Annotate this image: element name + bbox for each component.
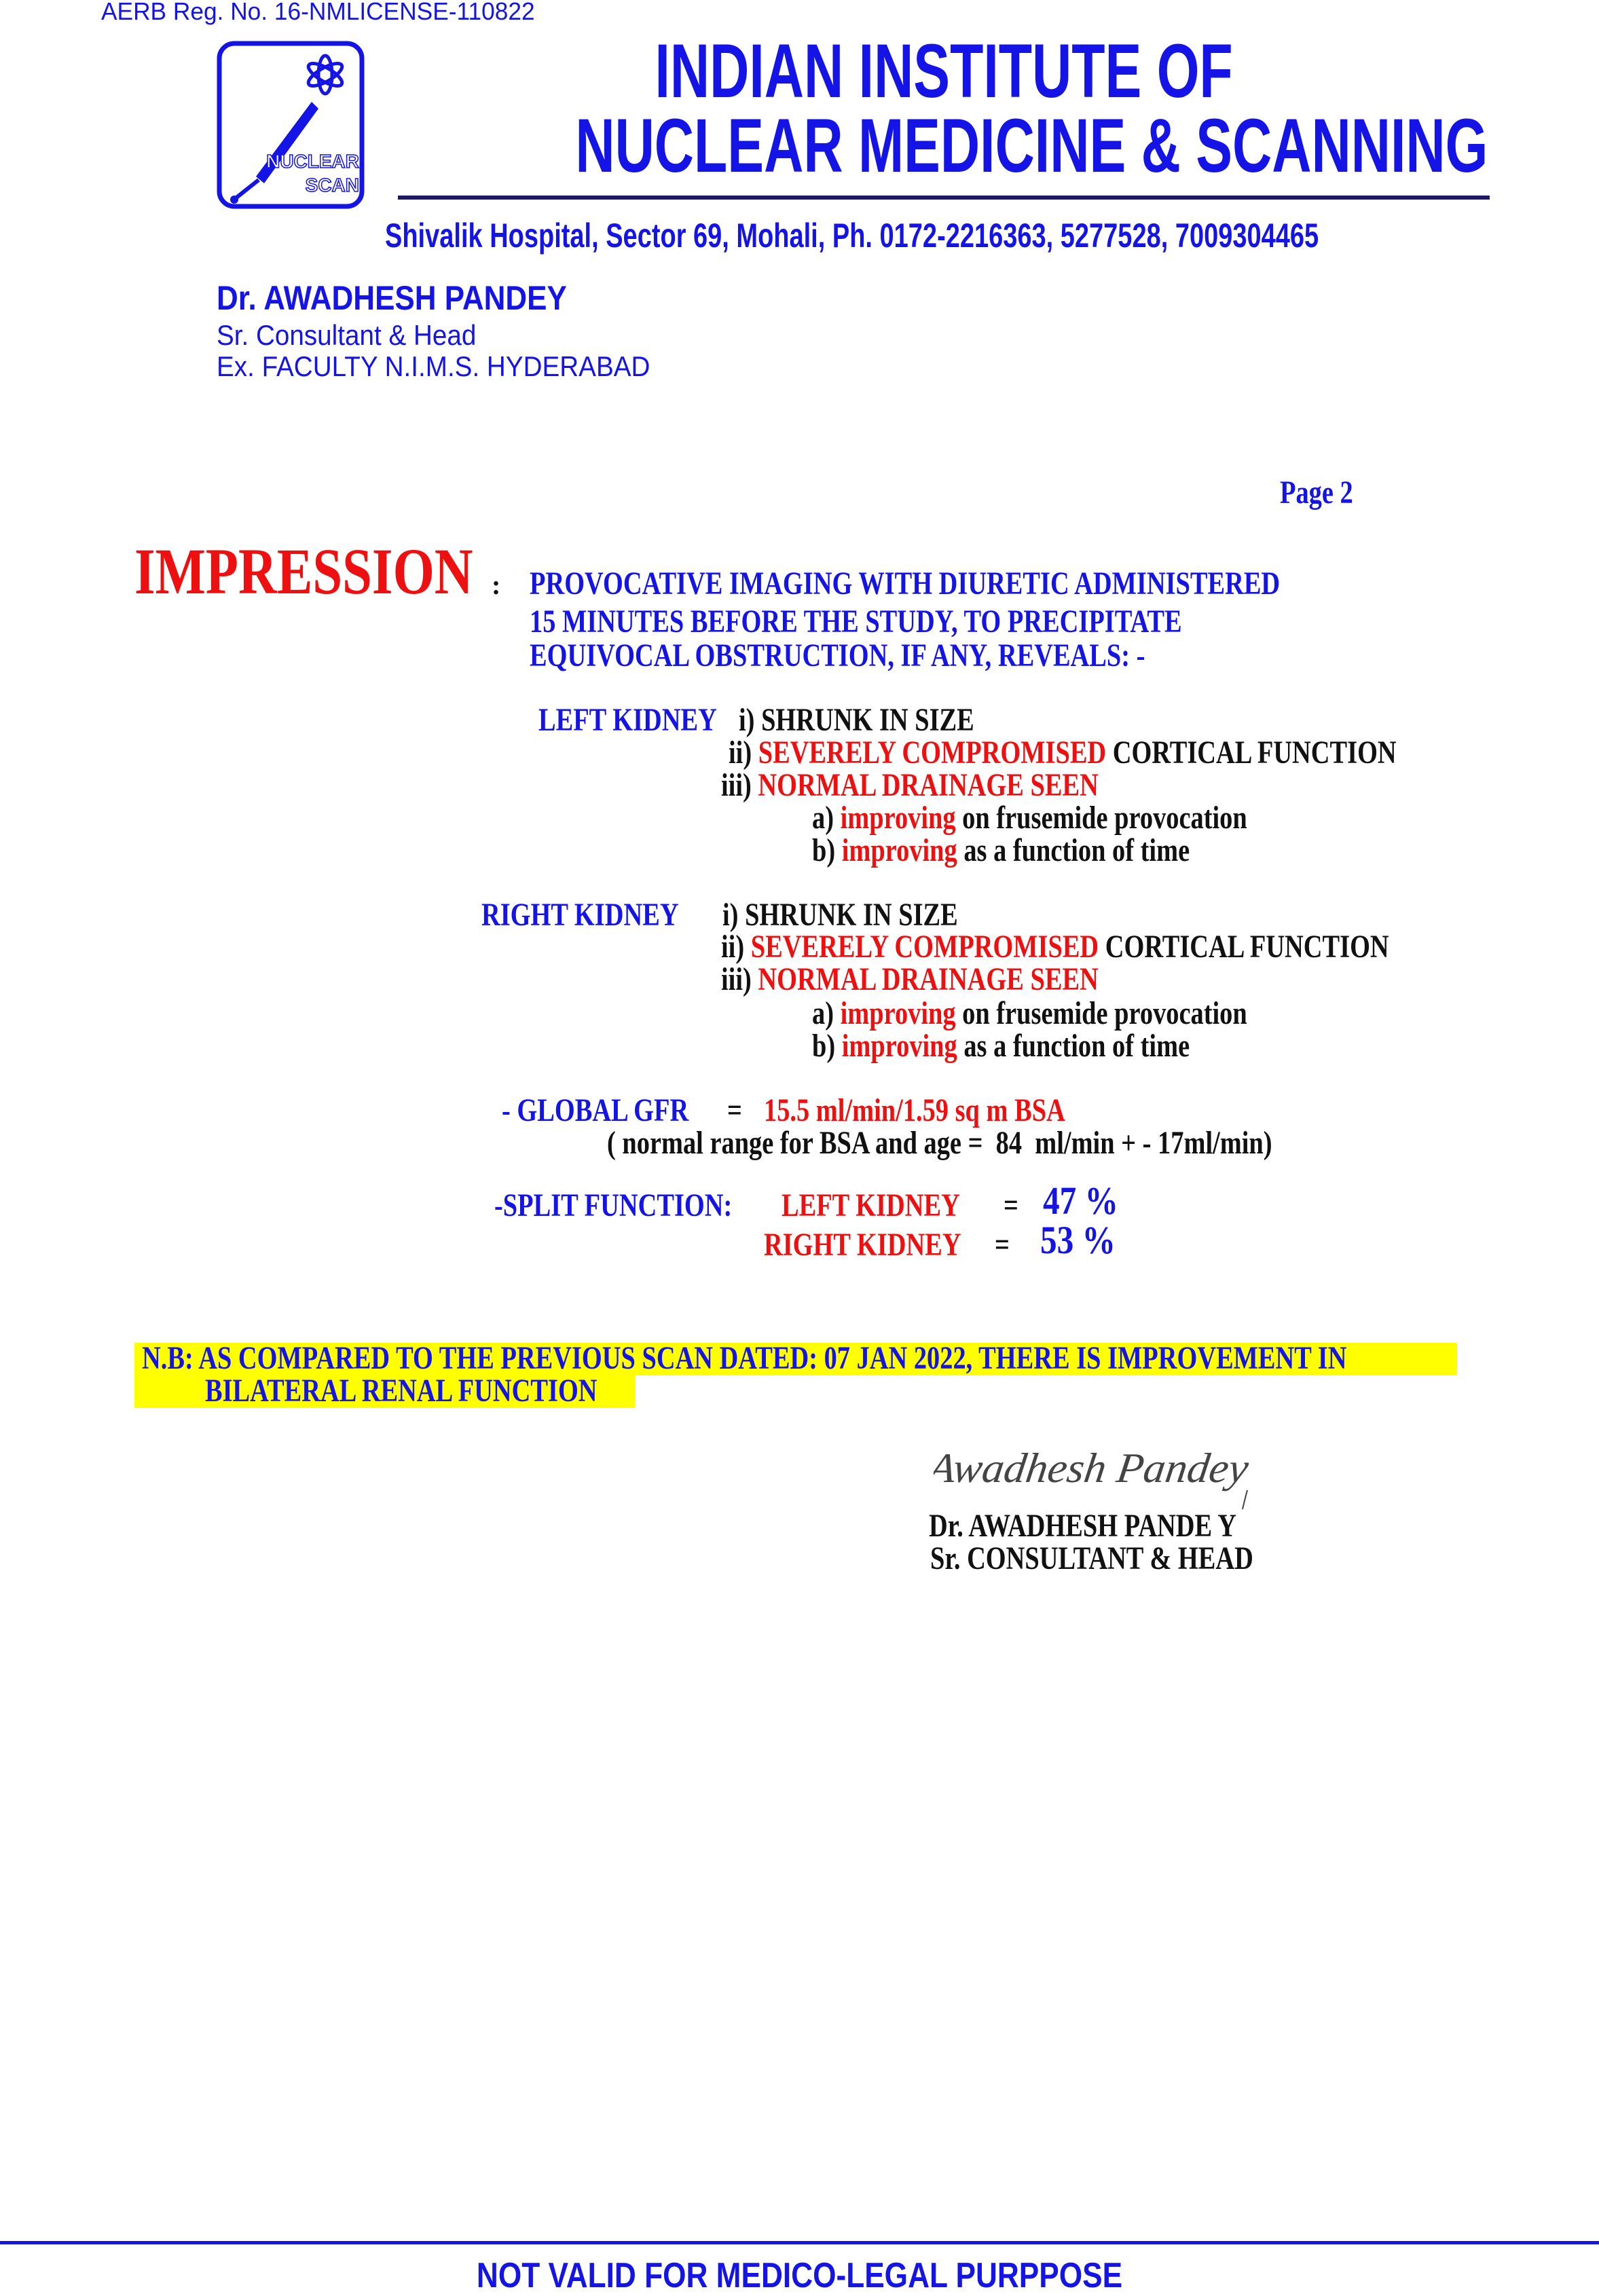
split-right-label-text: RIGHT KIDNEY bbox=[764, 1227, 961, 1263]
signatory-name bbox=[929, 1508, 1313, 1544]
left-kidney-item-iii bbox=[721, 768, 1193, 803]
atom-syringe-icon bbox=[217, 41, 366, 209]
equals-text: = bbox=[1004, 1187, 1018, 1223]
impression-intro-1 bbox=[530, 566, 1467, 601]
impression-intro-2 bbox=[530, 604, 1345, 640]
split-right-equals bbox=[995, 1227, 1013, 1263]
nuclear-scan-logo bbox=[217, 41, 366, 209]
header-divider bbox=[398, 196, 1490, 200]
footer-divider bbox=[0, 2241, 1599, 2244]
gfr-label-text: - GLOBAL GFR bbox=[502, 1092, 689, 1128]
item-text: CORTICAL FUNCTION bbox=[1105, 929, 1389, 965]
registration-number-text: AERB Reg. No. 16-NMLICENSE-110822 bbox=[101, 0, 535, 25]
note-line-1-text: N.B: AS COMPARED TO THE PREVIOUS SCAN DATED: 07 JAN 2022, THERE IS IMPROVEMENT IN bbox=[142, 1340, 1347, 1376]
item-text: CORTICAL FUNCTION bbox=[1112, 735, 1397, 771]
item-highlight: NORMAL DRAINAGE SEEN bbox=[758, 961, 1099, 997]
item-highlight: improving bbox=[841, 1028, 957, 1064]
note-line-1 bbox=[142, 1341, 1599, 1376]
intro-line: EQUIVOCAL OBSTRUCTION, IF ANY, REVEALS: - bbox=[530, 637, 1145, 673]
institute-title-line1: INDIAN INSTITUTE OF bbox=[655, 29, 1233, 113]
left-kidney-item-b bbox=[812, 833, 1284, 868]
right-kidney-item-iii bbox=[721, 962, 1193, 997]
impression-heading-text: IMPRESSION bbox=[134, 535, 473, 608]
doctor-title-text: Sr. Consultant & Head bbox=[217, 319, 477, 351]
gfr-value-text: 15.5 ml/min/1.59 sq m BSA bbox=[764, 1092, 1065, 1128]
right-kidney-item-ii bbox=[721, 929, 1556, 965]
item-number: b) bbox=[812, 832, 836, 868]
gfr-normal-range-text: ( normal range for BSA and age = 84 ml/min + - 17ml/min) bbox=[607, 1125, 1272, 1161]
note-line-2-text: BILATERAL RENAL FUNCTION bbox=[205, 1373, 598, 1409]
hospital-address bbox=[385, 216, 1599, 255]
signature-icon bbox=[934, 1436, 1266, 1511]
item-highlight: improving bbox=[840, 995, 956, 1031]
item-highlight: improving bbox=[841, 832, 957, 868]
gfr-equals-text: = bbox=[727, 1092, 742, 1128]
handwritten-signature bbox=[934, 1436, 1266, 1511]
right-kidney-item-i bbox=[722, 897, 1016, 933]
item-text: SHRUNK IN SIZE bbox=[761, 702, 974, 738]
left-kidney-item-ii bbox=[729, 735, 1564, 771]
registration-number bbox=[101, 0, 544, 26]
signatory-title bbox=[930, 1541, 1334, 1576]
signatory-title-text: Sr. CONSULTANT & HEAD bbox=[930, 1540, 1253, 1576]
item-number: iii) bbox=[721, 961, 752, 997]
doctor-name-text: Dr. AWADHESH PANDEY bbox=[217, 279, 567, 317]
item-number: i) bbox=[739, 702, 755, 738]
left-kidney-label bbox=[538, 703, 762, 738]
item-highlight: improving bbox=[840, 800, 956, 836]
left-kidney-item-i bbox=[739, 703, 1033, 738]
signatory-name-text: Dr. AWADHESH PANDE Y bbox=[929, 1508, 1237, 1544]
item-highlight: SEVERELY COMPROMISED bbox=[750, 929, 1099, 965]
left-kidney-label-text: LEFT KIDNEY bbox=[538, 702, 717, 738]
item-text: SHRUNK IN SIZE bbox=[745, 897, 958, 933]
item-number: a) bbox=[812, 800, 834, 836]
doctor-exfaculty bbox=[217, 350, 688, 383]
institute-title bbox=[398, 29, 1490, 188]
gfr-normal-range bbox=[607, 1126, 1438, 1161]
right-kidney-item-a bbox=[812, 996, 1356, 1031]
logo-text-nuclear: NUCLEAR bbox=[266, 151, 359, 172]
split-right-value-text: 53 % bbox=[1040, 1218, 1116, 1262]
impression-heading bbox=[134, 535, 547, 608]
item-number: ii) bbox=[721, 929, 745, 965]
split-right-label bbox=[764, 1227, 1010, 1263]
page-number-text: Page 2 bbox=[1280, 475, 1353, 511]
split-right-value bbox=[1040, 1219, 1129, 1261]
left-kidney-item-a bbox=[812, 800, 1356, 836]
gfr-label bbox=[502, 1093, 735, 1128]
footer-disclaimer-text: NOT VALID FOR MEDICO-LEGAL PURPPOSE bbox=[476, 2256, 1123, 2295]
split-function-label-text: -SPLIT FUNCTION: bbox=[494, 1187, 733, 1223]
item-text: on frusemide provocation bbox=[962, 995, 1247, 1031]
page-number bbox=[1280, 475, 1372, 511]
split-left-label bbox=[782, 1188, 1005, 1223]
split-left-label-text: LEFT KIDNEY bbox=[782, 1187, 960, 1223]
hospital-address-text: Shivalik Hospital, Sector 69, Mohali, Ph. 0172-2216363, 5277528, 7009304465 bbox=[385, 217, 1319, 255]
gfr-equals bbox=[727, 1093, 746, 1128]
split-left-value-text: 47 % bbox=[1043, 1179, 1118, 1223]
split-left-value bbox=[1043, 1180, 1132, 1222]
logo-text-scan: SCAN bbox=[305, 174, 359, 196]
item-highlight: NORMAL DRAINAGE SEEN bbox=[758, 767, 1099, 803]
footer-disclaimer bbox=[0, 2255, 1599, 2296]
intro-line: 15 MINUTES BEFORE THE STUDY, TO PRECIPITATE bbox=[530, 604, 1182, 640]
doctor-exfaculty-text: Ex. FACULTY N.I.M.S. HYDERABAD bbox=[217, 350, 650, 382]
item-number: iii) bbox=[721, 767, 752, 803]
signature-handwriting: Awadhesh Pandey bbox=[934, 1445, 1240, 1492]
item-highlight: SEVERELY COMPROMISED bbox=[758, 735, 1107, 771]
item-number: i) bbox=[722, 897, 739, 933]
item-number: b) bbox=[812, 1028, 836, 1064]
institute-title-line2: NUCLEAR MEDICINE & SCANNING bbox=[575, 103, 1488, 188]
split-function-label bbox=[494, 1188, 792, 1223]
split-left-equals bbox=[1004, 1188, 1022, 1223]
right-kidney-label-text: RIGHT KIDNEY bbox=[481, 897, 679, 933]
impression-intro-3 bbox=[530, 638, 1299, 673]
right-kidney-label bbox=[481, 897, 728, 933]
right-kidney-item-b bbox=[812, 1029, 1284, 1064]
item-number: a) bbox=[812, 995, 834, 1031]
doctor-title bbox=[217, 319, 499, 352]
doctor-name bbox=[217, 278, 614, 318]
item-text: as a function of time bbox=[963, 1028, 1190, 1064]
note-line-2 bbox=[205, 1373, 695, 1409]
item-text: on frusemide provocation bbox=[962, 800, 1247, 836]
gfr-value bbox=[764, 1093, 1141, 1128]
intro-line: PROVOCATIVE IMAGING WITH DIURETIC ADMINISTERED bbox=[530, 566, 1281, 601]
equals-text: = bbox=[995, 1227, 1010, 1263]
impression-colon: : bbox=[492, 570, 501, 600]
item-text: as a function of time bbox=[963, 832, 1190, 868]
item-number: ii) bbox=[729, 735, 752, 771]
